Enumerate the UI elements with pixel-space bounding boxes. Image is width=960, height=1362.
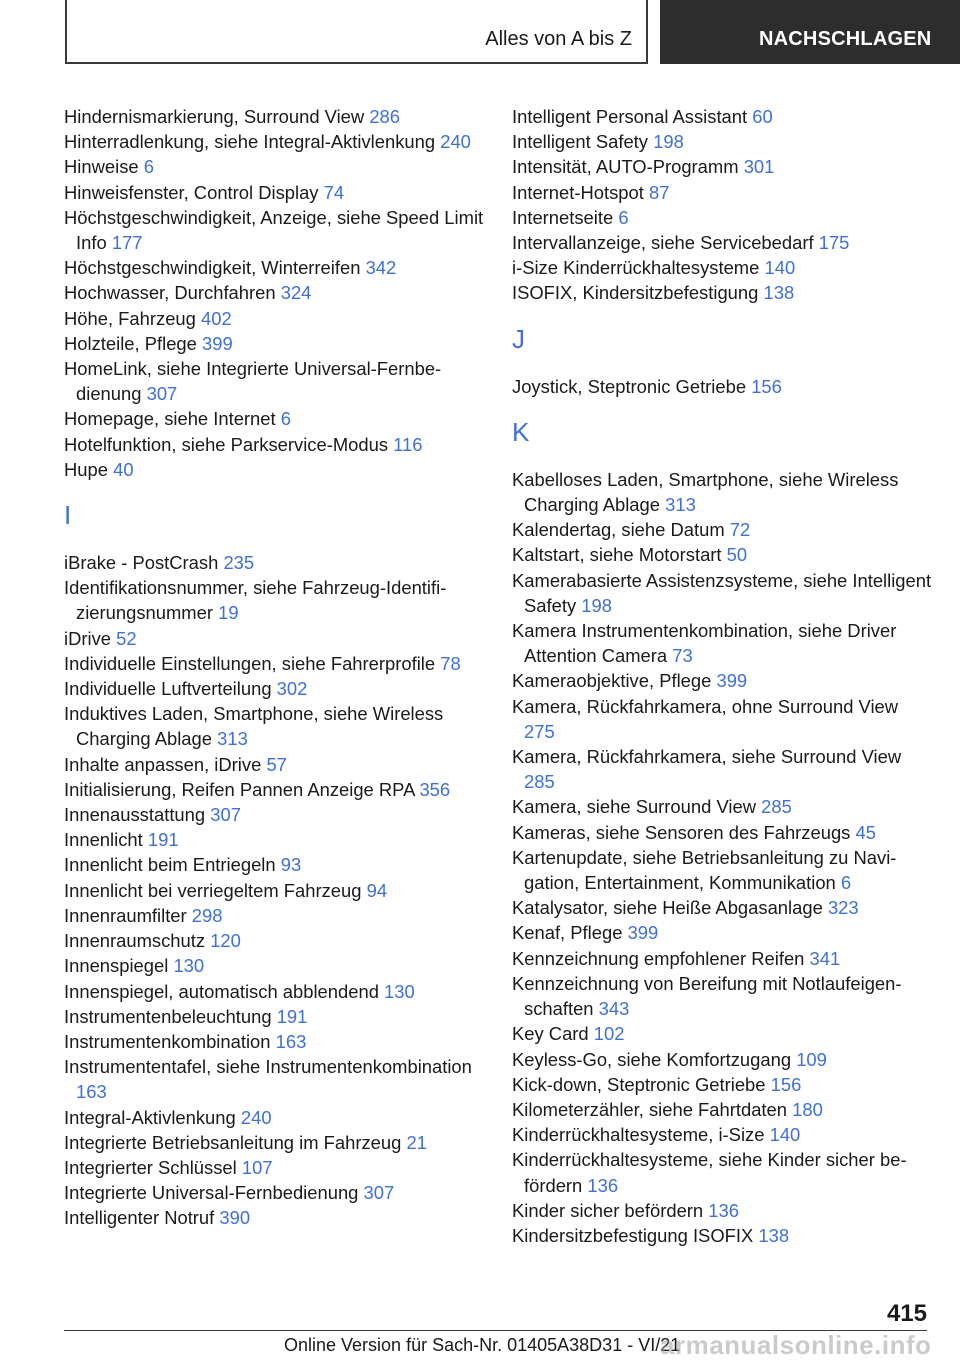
page-reference-link[interactable]: 138 [758,1224,790,1246]
index-entry-term: Höhe, Fahrzeug [64,307,196,329]
index-entry [512,280,932,305]
index-entry [64,1155,484,1180]
index-entry [512,920,932,945]
index-entry [64,154,484,179]
page-reference-link[interactable]: 94 [366,879,388,901]
index-entry-term: Innenspiegel [64,955,169,977]
index-entry [64,1054,484,1104]
page-reference-link[interactable]: 275 [524,720,555,742]
index-column-right [512,104,932,1248]
index-entry [512,542,932,567]
page-reference-link[interactable]: 50 [726,544,748,566]
index-entry-term: Intelligenter Notruf [64,1207,215,1229]
page-reference-link[interactable]: 198 [653,131,684,153]
index-entry-term: Individuelle Luftverteilung [64,678,272,700]
page-reference-link[interactable]: 240 [440,131,471,153]
index-entry [512,568,932,618]
index-entry [512,1198,932,1223]
index-entry [64,255,484,280]
index-entry-term: Hinweise [64,156,139,178]
index-entry [512,845,932,895]
index-column-left [64,104,484,1231]
index-letter-heading: K [512,416,530,447]
index-entry-term: Instrumentenbeleuchtung [64,1005,272,1027]
page-reference-link[interactable]: 198 [581,594,612,616]
index-entry-term: Instrumententafel, siehe Instrumentenkombination [64,1056,472,1078]
index-entry-term: Integrierte Universal-Fernbedienung [64,1182,359,1204]
index-entry-term: Individuelle Einstellungen, siehe Fahrerprofile [64,652,436,674]
index-entry [512,180,932,205]
page-reference-link[interactable]: 21 [406,1131,427,1153]
page-reference-link[interactable]: 399 [627,922,659,944]
page-reference-link[interactable]: 313 [665,494,696,516]
index-entry-term: Key Card [512,1023,589,1045]
index-entry-term: Homepage, siehe Internet [64,408,276,430]
index-entry-term: Innenausstattung [64,804,206,826]
page-reference-link[interactable]: 235 [223,552,255,574]
index-entry-term: ISOFIX, Kindersitzbefestigung [512,282,759,304]
index-entry-term: Kilometerzähler, siehe Fahrtdaten [512,1098,787,1120]
index-entry-term: Hupe [64,458,108,480]
chapter-title: NACHSCHLAGEN [759,28,932,50]
page-reference-link[interactable]: 140 [769,1124,801,1146]
page-reference-link[interactable]: 191 [276,1005,308,1027]
page-reference-link[interactable]: 285 [761,796,792,818]
index-entry [64,180,484,205]
index-entry [64,651,484,676]
index-letter-heading: J [512,323,525,354]
index-entry-term: Kinderrückhaltesysteme, i-Size [512,1124,765,1146]
index-entry [64,953,484,978]
page-reference-link[interactable]: 6 [618,206,629,228]
page-reference-link[interactable]: 156 [751,375,782,397]
index-entry-term: iBrake - PostCrash [64,552,219,574]
page-reference-link[interactable]: 177 [111,232,143,254]
index-entry-term: Innenlicht beim Entriegeln [64,854,276,876]
page-reference-link[interactable]: 130 [173,955,205,977]
index-entry-term: Kamera Instrumentenkombination, siehe Driver Attention Camera [512,620,897,667]
index-entry-term: Kennzeichnung von Bereifung mit Notlaufeigenschaften [512,972,902,1020]
index-entry [512,205,932,230]
index-entry [512,820,932,845]
index-entry [512,694,932,744]
page-reference-link[interactable]: 399 [202,332,233,354]
page-reference-link[interactable]: 175 [818,232,850,254]
index-entry [512,895,932,920]
index-entry [512,517,932,542]
page-number: 415 [886,1300,927,1327]
page-reference-link[interactable]: 402 [201,307,232,329]
index-entry-term: Hindernismarkierung, Surround View [64,106,365,127]
page-reference-link[interactable]: 307 [363,1182,395,1204]
page-reference-link[interactable]: 73 [672,645,693,667]
page-reference-link[interactable]: 343 [598,998,630,1020]
index-entry-term: Innenlicht bei verriegeltem Fahrzeug [64,879,362,901]
index-entry [64,406,484,431]
index-entry [64,306,484,331]
index-entry-term: Intelligent Safety [512,131,648,153]
index-entry [512,1122,932,1147]
index-entry-term: Hotelfunktion, siehe Parkservice-Modus [64,433,389,455]
index-entry [64,802,484,827]
page-reference-link[interactable]: 163 [275,1030,307,1052]
index-entry-term: Intervallanzeige, siehe Servicebedarf [512,232,814,254]
section-title: Alles von A bis Z [485,28,632,50]
page-reference-link[interactable]: 78 [440,652,461,674]
page-reference-link[interactable]: 52 [116,627,137,649]
index-entry-term: Identifikationsnummer, siehe Fahrzeug-Identifizierungsnummer [64,577,447,624]
index-entry [64,1180,484,1205]
page-reference-link[interactable]: 136 [587,1174,619,1196]
index-entry [64,205,484,255]
index-entry-term: Kabelloses Laden, Smartphone, siehe Wireless Charging Ablage [512,468,899,516]
index-entry-term: Höchstgeschwindigkeit, Anzeige, siehe Speed Limit Info [64,206,484,254]
page-reference-link[interactable]: 313 [217,728,248,750]
index-entry-term: HomeLink, siehe Integrierte Universal-Fernbedienung [64,358,442,405]
page-reference-link[interactable]: 156 [770,1073,802,1095]
index-entry-term: Kameraobjektive, Pflege [512,670,712,692]
index-entry-term: Joystick, Steptronic Getriebe [512,375,747,397]
index-entry-term: Kamera, siehe Surround View [512,796,756,818]
index-entry [64,903,484,928]
page-reference-link[interactable]: 107 [241,1156,273,1178]
page-reference-link[interactable]: 74 [323,181,345,203]
page-reference-link[interactable]: 6 [280,408,291,430]
index-entry [64,928,484,953]
index-entry [512,1047,932,1072]
index-entry [64,331,484,356]
page-reference-link[interactable]: 93 [280,854,302,876]
index-entry [512,154,932,179]
index-entry [64,129,484,154]
index-entry-term: Katalysator, siehe Heiße Abgasanlage [512,897,823,919]
index-entry-term: Innenraumschutz [64,930,206,952]
page-reference-link[interactable]: 298 [191,904,223,926]
index-entry [64,752,484,777]
page-reference-link[interactable]: 356 [419,778,451,800]
page-reference-link[interactable]: 323 [827,897,859,919]
index-entry [512,129,932,154]
index-entry [512,971,932,1021]
index-entry [512,1072,932,1097]
index-entry-term: Keyless-Go, siehe Komfortzugang [512,1048,792,1070]
index-entry-term: Kamera, Rückfahrkamera, siehe Surround View [512,746,902,768]
page-reference-link[interactable]: 301 [743,156,775,178]
page-reference-link[interactable]: 45 [855,821,876,843]
index-entry [512,104,932,129]
index-entry-term: Integrierter Schlüssel [64,1156,237,1178]
index-entry-term: Hinweisfenster, Control Display [64,181,319,203]
index-entry-term: Internet-Hotspot [512,181,644,203]
index-entry [64,104,484,129]
page-reference-link[interactable]: 286 [369,106,400,127]
index-entry-term: Kartenupdate, siehe Betriebsanleitung zu Navigation, Entertainment, Kommunikation [512,846,897,894]
page-reference-link[interactable]: 307 [210,804,241,826]
page-reference-link[interactable]: 6 [840,872,852,894]
index-entry-term: Innenraumfilter [64,904,187,926]
page-reference-link[interactable]: 87 [649,181,670,203]
index-entry-term: Integrierte Betriebsanleitung im Fahrzeug [64,1131,402,1153]
index-entry-term: Hinterradlenkung, siehe Integral-Aktivlenkung [64,131,436,153]
page-reference-link[interactable]: 109 [796,1048,827,1070]
index-entry [64,777,484,802]
index-entry [64,432,484,457]
page-reference-link[interactable]: 390 [219,1207,251,1229]
page-reference-link[interactable]: 40 [113,458,134,480]
index-entry-term: Hochwasser, Durchfahren [64,282,276,304]
index-entry-term: Kenaf, Pflege [512,922,623,944]
page-reference-link[interactable]: 6 [143,156,154,178]
index-entry-term: Intensität, AUTO-Programm [512,156,739,178]
index-entry-term: i-Size Kinderrückhaltesysteme [512,257,760,279]
header-chapter-tab [660,0,960,64]
page-reference-link[interactable]: 341 [809,947,841,969]
page-reference-link[interactable]: 240 [240,1106,272,1128]
index-entry-term: Kinder sicher befördern [512,1199,704,1221]
page-reference-link[interactable]: 57 [266,753,287,775]
index-entry [64,626,484,651]
index-entry [512,794,932,819]
index-entry-term: Innenspiegel, automatisch abblendend [64,980,379,1002]
header-section-tab [65,0,648,64]
watermark: armanualsonline.info [660,1330,932,1360]
page-reference-link[interactable]: 19 [218,602,239,624]
index-entry [512,467,932,517]
index-entry [512,1021,932,1046]
index-entry-term: Inhalte anpassen, iDrive [64,753,262,775]
index-entry [64,878,484,903]
index-entry [512,230,932,255]
index-letter-heading: I [64,500,72,531]
index-entry [64,356,484,406]
index-entry-term: Induktives Laden, Smartphone, siehe Wireless Charging Ablage [64,703,444,750]
index-entry-term: Initialisierung, Reifen Pannen Anzeige RPA [64,778,415,800]
index-entry [64,676,484,701]
index-entry-term: Kalendertag, siehe Datum [512,519,725,541]
index-entry [512,1097,932,1122]
index-entry-term: Kamera, Rückfahrkamera, ohne Surround View [512,695,899,717]
page-reference-link[interactable]: 116 [393,433,423,455]
index-entry-term: Kaltstart, siehe Motorstart [512,544,722,566]
index-entry [64,1105,484,1130]
page-reference-link[interactable]: 138 [763,282,795,304]
online-version-note: Online Version für Sach-Nr. 01405A38D31 - VI/21 [284,1335,681,1355]
index-entry [64,1029,484,1054]
index-entry-term: Kamerabasierte Assistenzsysteme, siehe Intelligent Safety [512,569,932,616]
index-entry [64,457,484,482]
index-entry [64,575,484,625]
page-reference-link[interactable]: 399 [716,670,748,692]
page-reference-link[interactable]: 302 [276,678,308,700]
page-reference-link[interactable]: 163 [76,1081,107,1103]
index-entry [64,1004,484,1029]
page-reference-link[interactable]: 72 [729,519,751,541]
index-entry-term: Kameras, siehe Sensoren des Fahrzeugs [512,821,851,843]
index-entry [64,701,484,751]
page-reference-link[interactable]: 60 [752,106,773,127]
index-entry-term: Intelligent Personal Assistant [512,106,748,127]
index-entry [64,827,484,852]
index-entry [64,550,484,575]
index-entry-term: Höchstgeschwindigkeit, Winterreifen [64,257,361,279]
index-entry [64,1205,484,1230]
index-entry-term: Kick-down, Steptronic Getriebe [512,1073,766,1095]
page-reference-link[interactable]: 342 [365,257,397,279]
page-reference-link[interactable]: 130 [384,980,415,1002]
index-entry-term: iDrive [64,627,112,649]
index-entry [512,1223,932,1248]
index-entry [512,744,932,794]
index-entry [512,668,932,693]
page-reference-link[interactable]: 324 [280,282,312,304]
index-entry [512,1147,932,1197]
page-reference-link[interactable]: 120 [210,930,241,952]
index-entry-term: Innenlicht [64,829,143,851]
index-entry [512,618,932,668]
page-reference-link[interactable]: 102 [593,1023,625,1045]
page-reference-link[interactable]: 285 [524,771,555,793]
page-reference-link[interactable]: 180 [792,1098,823,1120]
index-entry-term: Integral-Aktivlenkung [64,1106,236,1128]
page-reference-link[interactable]: 307 [146,383,178,405]
index-entry-term: Internetseite [512,206,614,228]
index-entry-term: Instrumentenkombination [64,1030,271,1052]
page-reference-link[interactable]: 136 [708,1199,739,1221]
index-entry [512,946,932,971]
index-entry [512,255,932,280]
index-entry-term: Kennzeichnung empfohlener Reifen [512,947,805,969]
index-entry [512,374,932,399]
index-entry [64,1130,484,1155]
index-entry [64,979,484,1004]
index-entry-term: Kindersitzbefestigung ISOFIX [512,1224,754,1246]
page-reference-link[interactable]: 140 [764,257,796,279]
page-reference-link[interactable]: 191 [147,829,179,851]
index-entry [64,280,484,305]
index-entry-term: Holzteile, Pflege [64,332,197,354]
index-entry-term: Kinderrückhaltesysteme, siehe Kinder sicher befördern [512,1149,907,1196]
index-entry [64,852,484,877]
